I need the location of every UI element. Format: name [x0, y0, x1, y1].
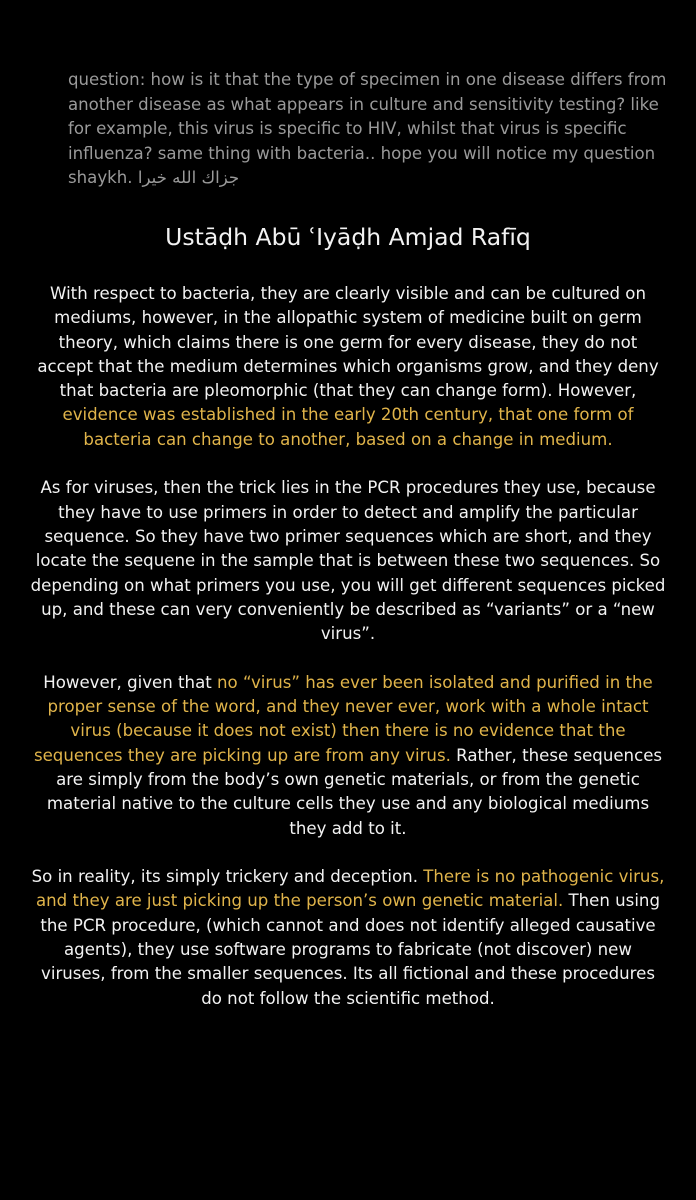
answer-p1-text: With respect to bacteria, they are clearly visible and can be cultured on mediums, however, in the allopathic system of medicine built on germ theory, which claims there is one germ for every disease, they do not accept that the medium determines which organisms grow, and they deny that bacteria are pleomorphic (that they can change form). However, [37, 284, 659, 401]
answer-paragraph-4 [30, 865, 666, 1011]
answer-p4-text-start: So in reality, its simply trickery and deception. [31, 867, 424, 887]
answer-paragraph-2 [30, 476, 666, 646]
answer-p3-text-end: Rather, these sequences are simply from the body’s own genetic materials, or from the genetic material native to the culture cells they use and any biological mediums they add to it. [46, 745, 663, 838]
answer-paragraph-1 [30, 282, 666, 452]
answer-body [30, 282, 666, 1035]
answer-p4-text-end: Then using the PCR procedure, (which cannot and does not identify alleged causative agents), they use software programs to fabricate (not discover) new viruses, from the smaller sequences. Its all fictional and these procedures do not follow the scientific method. [40, 891, 660, 1008]
answer-p4-highlight: There is no pathogenic virus, and they are just picking up the person’s own genetic material. [36, 867, 665, 911]
author-name: Ustāḍh Abū ʿIyāḍh Amjad Rafīq [165, 223, 531, 251]
question-text [68, 68, 668, 191]
answer-p3-text-start: However, given that [43, 672, 218, 692]
answer-paragraph-3 [30, 671, 666, 841]
answer-p2-text: As for viruses, then the trick lies in the PCR procedures they use, because they have to use primers in order to detect and amplify the particular sequence. So they have two primer sequences which are short, and they locate the sequene in the sample that is between these two sequences. So depending on what primers you use, you will get different sequences picked up, and these can very conveniently be described as “variants” or a “new virus”. [30, 478, 666, 644]
answer-p3-highlight: no “virus” has ever been isolated and purified in the proper sense of the word, and they never ever, work with a whole intact virus (because it does not exist) then there is no evidence that the sequences they are picking up are from any virus. [33, 672, 653, 765]
answer-p1-highlight: evidence was established in the early 20th century, that one form of bacteria can change to another, based on a change in medium. [62, 405, 634, 449]
question-arabic-phrase: جزاك الله خيرا [137, 168, 240, 187]
question-body: question: how is it that the type of specimen in one disease differs from another disease as what appears in culture and sensitivity testing? like for example, this virus is specific to HIV, whilst that virus is specific influenza? same thing with bacteria.. hope you will notice my question shaykh. [68, 70, 667, 187]
